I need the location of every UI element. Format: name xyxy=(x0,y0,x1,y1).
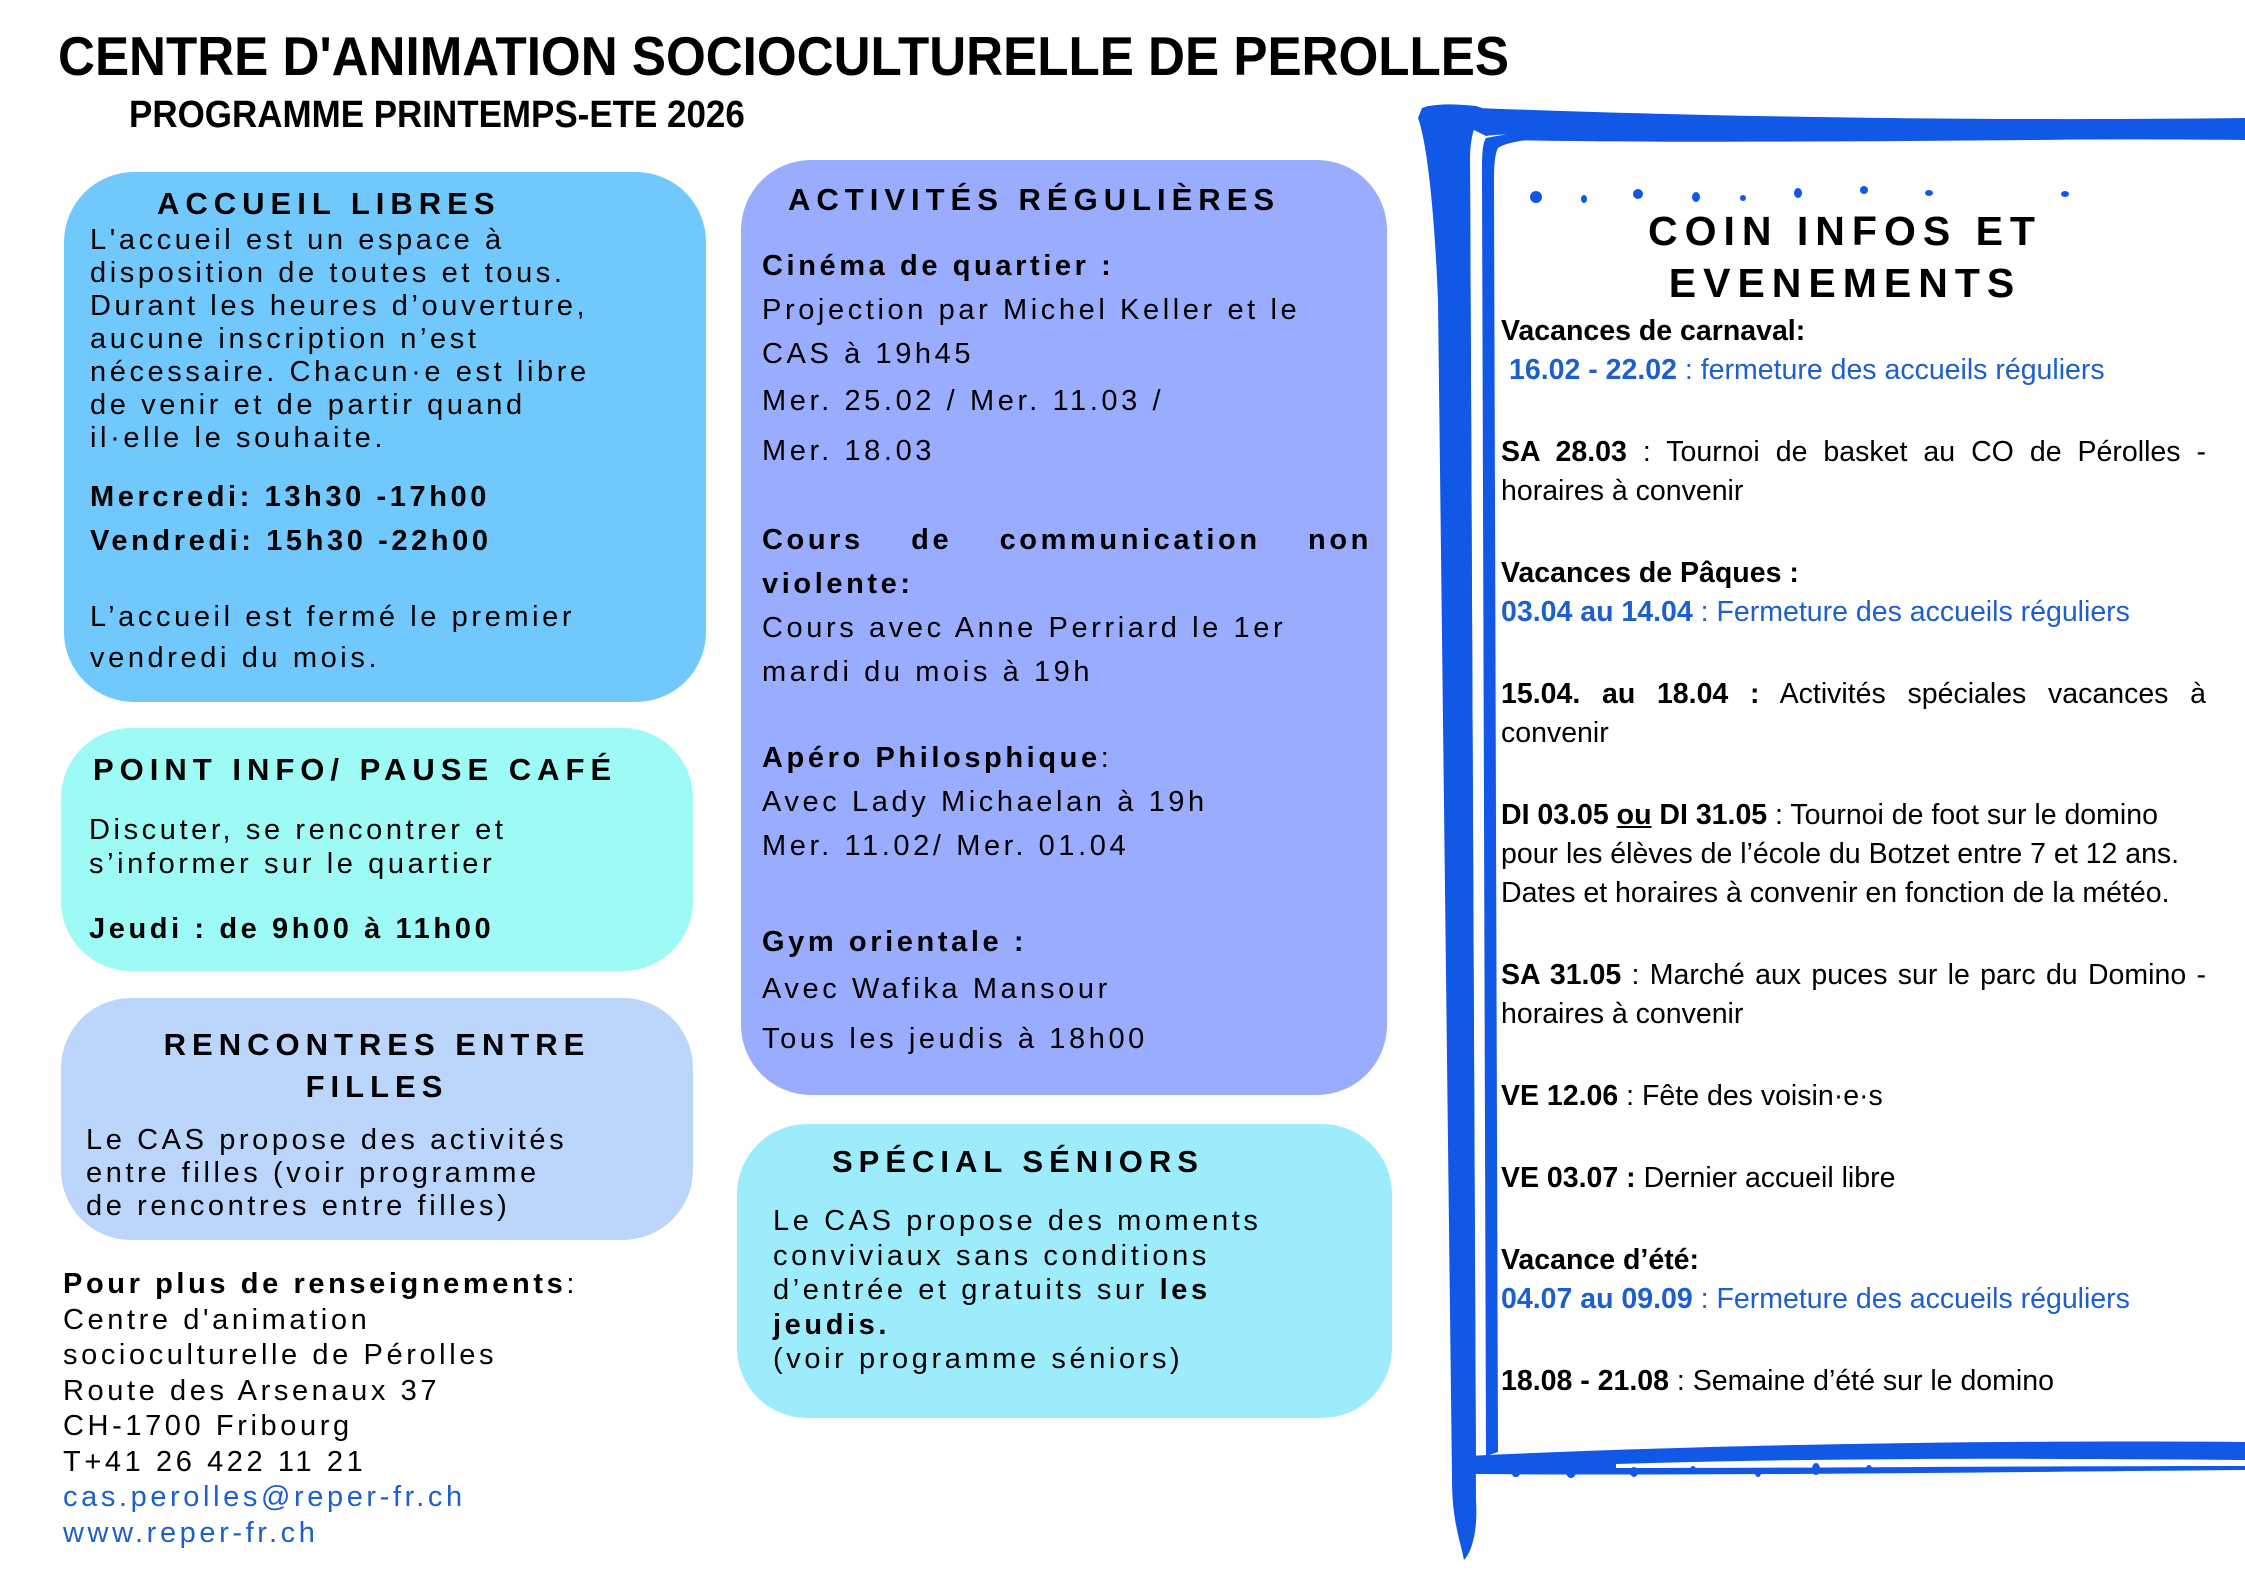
text-line xyxy=(773,1308,1262,1343)
text-segment: d’entrée et gratuits sur xyxy=(773,1274,1160,1306)
seniors-description xyxy=(773,1204,1262,1377)
text-bold: les xyxy=(1159,1274,1211,1306)
website-link[interactable]: www.reper-fr.ch xyxy=(63,1516,319,1549)
page-subtitle: PROGRAMME PRINTEMPS-ETE 2026 xyxy=(129,94,745,136)
event-text: : Fermeture des accueils réguliers xyxy=(1692,596,2130,628)
event-date: 18.08 - 21.08 xyxy=(1501,1365,1669,1397)
event-line xyxy=(1501,1280,2206,1319)
event-date: DI 31.05 xyxy=(1651,799,1768,831)
gym-line: Tous les jeudis à 18h00 xyxy=(762,1023,1148,1055)
apero-heading-text: Apéro Philosphique xyxy=(762,742,1101,774)
rencontres-description xyxy=(86,1124,567,1223)
accueil-description xyxy=(90,224,590,455)
text-line: Durant les heures d’ouverture, xyxy=(90,290,589,322)
point-info-description xyxy=(89,813,507,881)
special-seniors-card xyxy=(737,1124,1392,1418)
cnv-heading-line2: violente: xyxy=(762,568,914,600)
event-date: VE 12.06 xyxy=(1501,1080,1619,1112)
event-heading: Vacances de Pâques : xyxy=(1501,557,1799,589)
apero-line: Avec Lady Michaelan à 19h xyxy=(762,786,1208,818)
cnv-line: mardi du mois à 19h xyxy=(762,656,1094,688)
dot xyxy=(1755,1469,1761,1477)
heading-word: Cours xyxy=(762,524,864,556)
accueil-hours xyxy=(90,475,492,563)
address-line: CH-1700 Fribourg xyxy=(63,1410,353,1442)
point-info-title: POINT INFO/ PAUSE CAFÉ xyxy=(93,752,618,787)
cinema-heading: Cinéma de quartier : xyxy=(762,250,1115,282)
page-title: CENTRE D'ANIMATION SOCIOCULTURELLE DE PEROLLES xyxy=(58,25,1510,87)
title-line: COIN INFOS ET xyxy=(1648,208,2042,254)
event-text: : Semaine d’été sur le domino xyxy=(1668,1365,2054,1397)
rencontres-filles-card xyxy=(61,998,693,1240)
text-line: vendredi du mois. xyxy=(90,642,381,674)
event-semaine xyxy=(1501,1362,2206,1401)
text-line xyxy=(773,1273,1262,1308)
heading-word: communication xyxy=(999,524,1261,556)
event-line xyxy=(1501,351,2206,390)
text-line: conviviaux sans conditions xyxy=(773,1239,1210,1272)
contact-block xyxy=(63,1267,578,1551)
text-line: aucune inscription n’est xyxy=(90,323,480,355)
accueil-libres-card xyxy=(64,172,706,702)
point-info-hours: Jeudi : de 9h00 à 11h00 xyxy=(89,913,495,945)
cinema-dates: Mer. 25.02 / Mer. 11.03 / xyxy=(762,385,1165,417)
address-line: Route des Arsenaux 37 xyxy=(63,1374,441,1407)
contact-heading-text: Pour plus de renseignements xyxy=(63,1268,567,1300)
text-line: (voir programme séniors) xyxy=(773,1343,1184,1375)
dot xyxy=(1692,192,1700,202)
activites-title: ACTIVITÉS RÉGULIÈRES xyxy=(788,182,1281,217)
cinema-line: Projection par Michel Keller et le xyxy=(762,294,1301,326)
phone-number: T+41 26 422 11 21 xyxy=(63,1445,367,1478)
event-text: : Fermeture des accueils réguliers xyxy=(1692,1283,2130,1315)
event-or: ou xyxy=(1616,799,1652,831)
address-line: Centre d'animation xyxy=(63,1303,371,1336)
event-dernier xyxy=(1501,1159,2206,1198)
event-voisins xyxy=(1501,1077,2206,1116)
event-date: 15.04. au 18.04 : xyxy=(1501,678,1760,710)
hours-friday: Vendredi: 15h30 -22h00 xyxy=(90,525,492,557)
event-ete xyxy=(1501,1241,2206,1319)
heading-word: non xyxy=(1308,524,1372,556)
text-line: entre filles (voir programme xyxy=(86,1157,540,1189)
heading-word: de xyxy=(911,524,953,556)
cnv-line: Cours avec Anne Perriard le 1er xyxy=(762,612,1287,644)
point-info-card xyxy=(61,728,693,971)
event-foot xyxy=(1501,796,2206,913)
rencontres-filles-title xyxy=(61,1024,693,1108)
events-list xyxy=(1501,312,2206,1444)
dot xyxy=(1512,1469,1518,1477)
text-line: disposition de toutes et tous. xyxy=(90,257,566,289)
apero-heading xyxy=(762,736,1372,780)
contact-heading xyxy=(63,1267,578,1303)
hours-wednesday: Mercredi: 13h30 -17h00 xyxy=(90,481,490,513)
event-date: SA 28.03 xyxy=(1501,436,1627,468)
event-heading: Vacance d’été: xyxy=(1501,1244,1700,1276)
event-text: : fermeture des accueils réguliers xyxy=(1676,354,2105,386)
text-line: de rencontres entre filles) xyxy=(86,1190,511,1222)
cinema-dates: Mer. 18.03 xyxy=(762,435,936,467)
event-puces xyxy=(1501,956,2206,1034)
dot xyxy=(1566,1466,1576,1478)
contact-heading-colon: : xyxy=(566,1268,578,1300)
address-line: socioculturelle de Pérolles xyxy=(63,1339,498,1371)
event-date: 03.04 au 14.04 xyxy=(1501,596,1693,628)
event-speciales xyxy=(1501,675,2206,753)
dot xyxy=(1794,188,1802,198)
dot xyxy=(1866,1465,1872,1473)
event-text: : Tournoi de foot sur le domino pour les élèves de l’école du Botzet entre 7 et 12 ans. Dates et horaires à convenir en fonction de la météo. xyxy=(1501,799,2180,909)
frame-left-outer xyxy=(1418,104,1488,1560)
dot xyxy=(1740,195,1746,201)
text-line: Le CAS propose des activités xyxy=(86,1124,568,1156)
event-text: : Tournoi de basket au CO de Pérolles - horaires à convenir xyxy=(1501,436,2206,507)
dot xyxy=(1925,190,1933,196)
seniors-title: SPÉCIAL SÉNIORS xyxy=(832,1144,1204,1179)
gym-line: Avec Wafika Mansour xyxy=(762,973,1111,1005)
gym-heading: Gym orientale : xyxy=(762,926,1028,958)
title-line: EVENEMENTS xyxy=(1668,260,2022,306)
dot xyxy=(1630,1467,1638,1477)
event-line xyxy=(1501,593,2206,632)
event-date: 04.07 au 09.09 xyxy=(1501,1283,1693,1315)
event-text: Dernier accueil libre xyxy=(1635,1162,1896,1194)
event-text: : Fête des voisin·e·s xyxy=(1618,1080,1883,1112)
dot xyxy=(1581,195,1587,203)
dot xyxy=(1860,186,1868,194)
text-line: Discuter, se rencontrer et xyxy=(89,814,507,846)
text-bold: jeudis. xyxy=(773,1308,891,1341)
bottom-dots xyxy=(1416,1440,2245,1500)
event-date: SA 31.05 xyxy=(1501,959,1622,991)
dot xyxy=(1812,1463,1820,1475)
text-line: Le CAS propose des moments xyxy=(773,1205,1262,1237)
event-date: 16.02 - 22.02 xyxy=(1509,354,1677,386)
infos-title xyxy=(1422,205,2245,309)
accueil-libres-title: ACCUEIL LIBRES xyxy=(157,186,501,221)
event-date: DI 03.05 xyxy=(1501,799,1617,831)
text-line: L’accueil est fermé le premier xyxy=(90,601,576,633)
text-line: il·elle le souhaite. xyxy=(90,422,387,454)
title-line: FILLES xyxy=(305,1069,449,1104)
activites-regulieres-card xyxy=(741,160,1387,1095)
accueil-closed-note xyxy=(90,597,575,679)
event-date: VE 03.07 : xyxy=(1501,1162,1636,1194)
cinema-line: CAS à 19h45 xyxy=(762,338,975,370)
dot xyxy=(1530,191,1542,203)
event-heading: Vacances de carnaval: xyxy=(1501,315,1806,347)
apero-heading-colon: : xyxy=(1100,742,1113,774)
email-link[interactable]: cas.perolles@reper-fr.ch xyxy=(63,1481,466,1513)
title-line: RENCONTRES ENTRE xyxy=(163,1027,591,1062)
event-text: Activités spéciales vacances à convenir xyxy=(1501,678,2207,749)
dot xyxy=(1690,1466,1696,1474)
cnv-heading xyxy=(762,518,1372,562)
text-line: L'accueil est un espace à xyxy=(90,224,505,256)
text-line: s’informer sur le quartier xyxy=(89,848,496,880)
event-text: : Marché aux puces sur le parc du Domino - horaires à convenir xyxy=(1501,959,2206,1030)
dot xyxy=(2061,191,2069,197)
text-line: de venir et de partir quand xyxy=(90,389,526,421)
event-basket xyxy=(1501,433,2206,511)
text-line: nécessaire. Chacun·e est libre xyxy=(90,356,590,388)
apero-dates: Mer. 11.02/ Mer. 01.04 xyxy=(762,830,1130,862)
event-carnaval xyxy=(1501,312,2206,390)
activites-list xyxy=(762,244,1372,1064)
event-paques xyxy=(1501,554,2206,632)
dot xyxy=(1633,189,1643,199)
